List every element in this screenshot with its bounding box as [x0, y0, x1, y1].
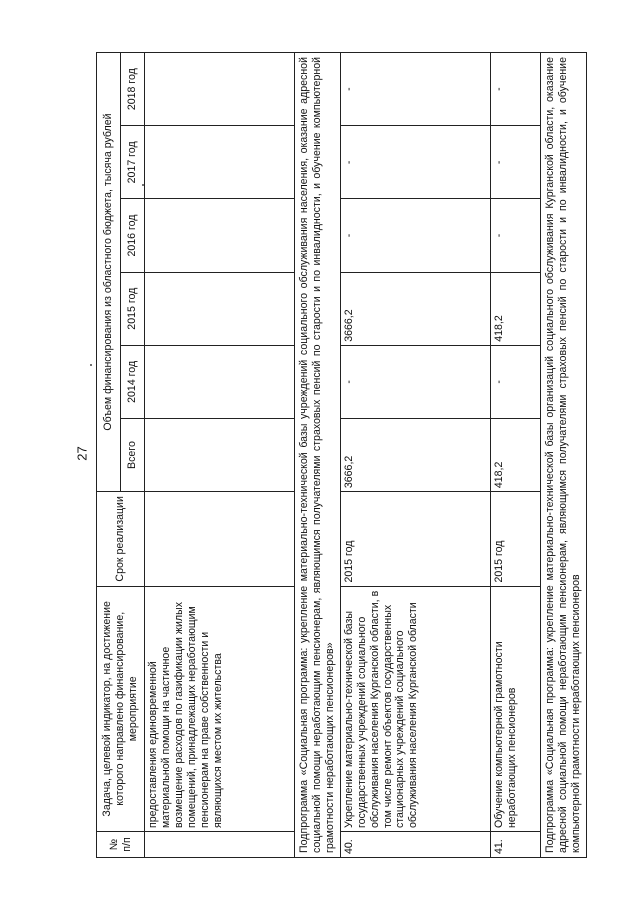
row-2016: -: [340, 199, 490, 272]
row-total: 3666,2: [340, 418, 490, 491]
row-num: 40.: [340, 832, 490, 858]
header-year: 2015 год: [121, 272, 145, 345]
header-funding: Объем финансирования из областного бюджета, тысяча рублей: [97, 53, 121, 492]
table-row: [145, 53, 295, 858]
header-num: № п/п: [97, 832, 145, 858]
table-row: [490, 53, 540, 858]
subprogram-row: [295, 53, 341, 858]
row-task: Укрепление материально-технической базы государственных учреждений социального обслуживания населения Курганской области, в том числе ремонт объектов государственных стационарных учреждений социального обслуживания населения Курганской области: [340, 586, 490, 832]
row-2017: -: [490, 126, 540, 199]
row-2016: -: [490, 199, 540, 272]
header-year: 2016 год: [121, 199, 145, 272]
header-year: 2017 год: [121, 126, 145, 199]
row-num: 41.: [490, 832, 540, 858]
scan-speck: [90, 364, 92, 366]
rotated-table-sheet: [96, 52, 606, 858]
row-num: [145, 832, 295, 858]
row-2017: -: [340, 126, 490, 199]
header-year: 2018 год: [121, 53, 145, 126]
subprogram-text: Подпрограмма «Социальная программа: укрепление материально-технической базы учреждений социального обслуживания населения, оказание адресной социальной помощи неработающим пенсионерам, являющимся получателями страховых пенсий по старости и по инвалидности, и обучение компьютерной грамотности неработающих пенсионеров»: [295, 53, 341, 858]
row-total: 418,2: [490, 418, 540, 491]
header-term: Срок реализации: [97, 492, 145, 586]
row-task: Обучение компьютерной грамотности неработающих пенсионеров: [490, 586, 540, 832]
header-total: Всего: [121, 418, 145, 491]
row-term: 2015 год: [490, 492, 540, 586]
header-year: 2014 год: [121, 345, 145, 418]
subprogram-text: Подпрограмма «Социальная программа: укрепление материально-технической базы организаций социального обслуживания Курганской области, оказание адресной социальной помощи неработающим пенсионерам, являющимся получателями страховых пенсий по старости и по инвалидности, и обучение компьютерной грамотности неработающих пенсионеров: [540, 53, 586, 858]
row-task: предоставления единовременной материальной помощи на частичное возмещение расходов по газификации жилых помещений, принадлежащих неработающим пенсионерам на праве собственности и являющихся местом их жительства: [145, 586, 295, 832]
row-2018: -: [490, 53, 540, 126]
row-2015: 3666,2: [340, 272, 490, 345]
table-row: [340, 53, 490, 858]
header-task: Задача, целевой индикатор, на достижение которого направлено финансирование, мероприятие: [97, 586, 145, 832]
row-2014: -: [490, 345, 540, 418]
row-2014: -: [340, 345, 490, 418]
row-2018: -: [340, 53, 490, 126]
page-number: 27: [74, 446, 90, 461]
row-2015: 418,2: [490, 272, 540, 345]
row-term: 2015 год: [340, 492, 490, 586]
subprogram-row: [540, 53, 586, 858]
funding-table: [96, 52, 587, 858]
